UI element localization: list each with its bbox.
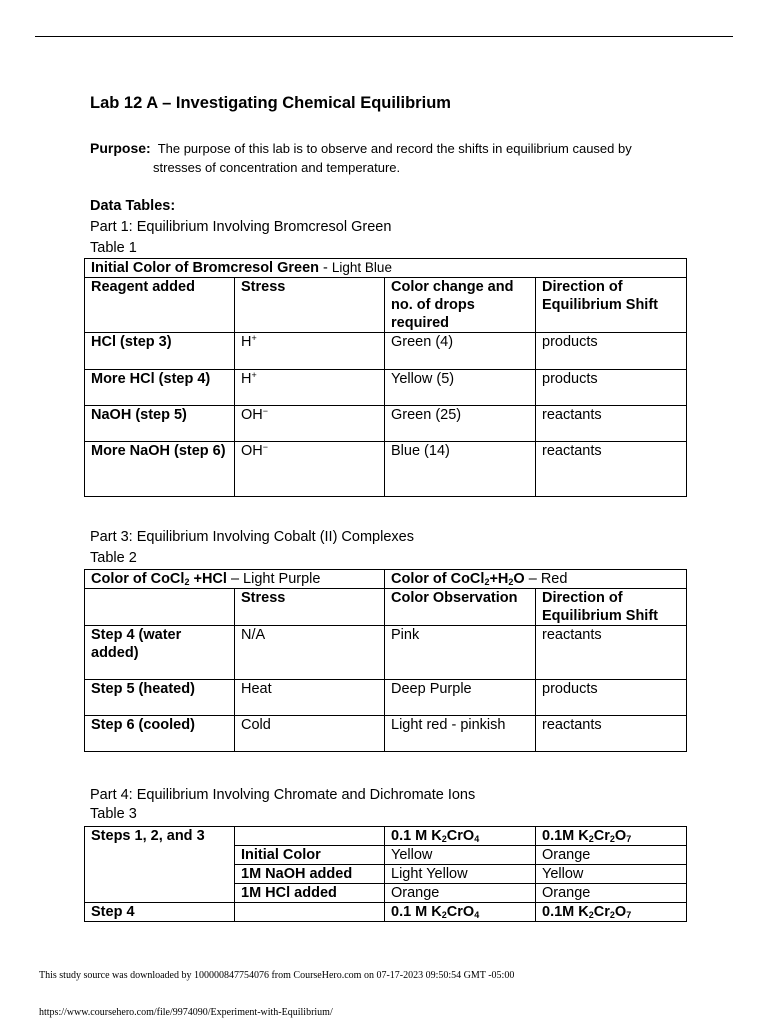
part1-heading: Part 1: Equilibrium Involving Bromcresol Green — [90, 219, 392, 235]
purpose-text-line2: stresses of concentration and temperature. — [153, 160, 401, 175]
direction-cell: reactants — [536, 442, 687, 497]
color-observation-cell: Pink — [385, 626, 536, 680]
table-row — [85, 370, 687, 406]
reagent-cell: More NaOH (step 6) — [85, 442, 235, 497]
direction-cell: reactants — [536, 716, 687, 752]
direction-cell: reactants — [536, 626, 687, 680]
blank-cell — [235, 903, 385, 922]
table-3 — [84, 826, 687, 922]
column-header: Color change and no. of drops required — [385, 278, 536, 333]
k2cr2o7-cell: Orange — [536, 846, 687, 865]
cocl2-hcl-color-value: Light Purple — [243, 571, 321, 587]
column-header-k2cr2o7: 0.1M $K_2Cr_2O_7$ — [536, 827, 687, 846]
direction-cell: reactants — [536, 406, 687, 442]
column-header: Stress — [235, 589, 385, 626]
page-title: Lab 12 A – Investigating Chemical Equilibrium — [90, 94, 451, 112]
blank-header-cell — [235, 827, 385, 846]
table1-label: Table 1 — [90, 240, 137, 256]
direction-cell: products — [536, 333, 687, 370]
table-row — [85, 903, 687, 922]
table-header-row — [85, 589, 687, 626]
row-label: Initial Color — [235, 846, 385, 865]
column-header: Direction of Equilibrium Shift — [536, 278, 687, 333]
column-header: Stress — [235, 278, 385, 333]
color-change-cell: Blue (14) — [385, 442, 536, 497]
direction-cell: products — [536, 370, 687, 406]
purpose-label: Purpose: — [90, 140, 151, 156]
row-label: 1M NaOH added — [235, 865, 385, 884]
table-row — [85, 442, 687, 497]
download-notice: This study source was downloaded by 100000847754076 from CourseHero.com on 07-17-2023 09:50:54 GMT -05:00 — [39, 970, 515, 981]
step4-label: Step 4 — [85, 903, 235, 922]
k2cro4-cell: Yellow — [385, 846, 536, 865]
part4-heading: Part 4: Equilibrium Involving Chromate and Dichromate Ions — [90, 787, 476, 803]
direction-cell: products — [536, 680, 687, 716]
stress-cell: OH− — [235, 442, 385, 497]
initial-color-cell — [85, 259, 687, 278]
column-header-k2cr2o7: 0.1M $K_2Cr_2O_7$ — [536, 903, 687, 922]
color-change-cell: Yellow (5) — [385, 370, 536, 406]
table-row — [85, 716, 687, 752]
initial-color-value: Light Blue — [331, 260, 392, 275]
initial-color-label: Initial Color of Bromcresol Green — [91, 260, 320, 276]
stress-cell: H+ — [235, 333, 385, 370]
table-row — [85, 626, 687, 680]
column-header-k2cro4: 0.1 M $K_2CrO_4$ — [385, 903, 536, 922]
step-cell: Step 4 (water added) — [85, 626, 235, 680]
table-row — [85, 406, 687, 442]
steps-group-label: Steps 1, 2, and 3 — [85, 827, 235, 903]
reagent-cell: NaOH (step 5) — [85, 406, 235, 442]
cocl2-hcl-color-cell: Color of CoCl$_2$ +HCl – Light Purple — [85, 570, 385, 589]
color-change-cell: Green (4) — [385, 333, 536, 370]
step-cell: Step 6 (cooled) — [85, 716, 235, 752]
column-header-k2cro4: 0.1 M $K_2CrO_4$ — [385, 827, 536, 846]
table-1 — [84, 258, 687, 497]
table-header-row — [85, 827, 687, 846]
purpose-text-line1: The purpose of this lab is to observe and record the shifts in equilibrium caused by — [157, 141, 632, 156]
reagent-cell: More HCl (step 4) — [85, 370, 235, 406]
stress-cell: OH− — [235, 406, 385, 442]
column-header — [85, 589, 235, 626]
table2-label: Table 2 — [90, 550, 137, 566]
cocl2-h2o-color-cell: Color of $CoCl_2+H_2O$ – Red — [385, 570, 687, 589]
stress-cell: Cold — [235, 716, 385, 752]
table-2 — [84, 569, 687, 752]
header-rule — [35, 36, 733, 37]
stress-cell: N/A — [235, 626, 385, 680]
table-header-row — [85, 278, 687, 333]
purpose-paragraph — [90, 139, 690, 177]
k2cro4-cell: Orange — [385, 884, 536, 903]
column-header: Reagent added — [85, 278, 235, 333]
k2cr2o7-cell: Yellow — [536, 865, 687, 884]
table3-label: Table 3 — [90, 806, 137, 822]
data-tables-heading: Data Tables: — [90, 198, 176, 214]
stress-cell: H+ — [235, 370, 385, 406]
color-observation-cell: Deep Purple — [385, 680, 536, 716]
reagent-cell: HCl (step 3) — [85, 333, 235, 370]
initial-color-separator: - — [319, 260, 332, 276]
color-change-cell: Green (25) — [385, 406, 536, 442]
table-row — [85, 259, 687, 278]
column-header: Color Observation — [385, 589, 536, 626]
stress-cell: Heat — [235, 680, 385, 716]
cocl2-h2o-color-value: Red — [540, 571, 568, 587]
column-header: Direction of Equilibrium Shift — [536, 589, 687, 626]
color-observation-cell: Light red - pinkish — [385, 716, 536, 752]
source-url[interactable]: https://www.coursehero.com/file/9974090/Experiment-with-Equilibrium/ — [39, 1007, 333, 1018]
step-cell: Step 5 (heated) — [85, 680, 235, 716]
k2cro4-cell: Light Yellow — [385, 865, 536, 884]
part3-heading: Part 3: Equilibrium Involving Cobalt (II) Complexes — [90, 529, 414, 545]
row-label: 1M HCl added — [235, 884, 385, 903]
table-row — [85, 333, 687, 370]
table-row — [85, 680, 687, 716]
k2cr2o7-cell: Orange — [536, 884, 687, 903]
table-row — [85, 570, 687, 589]
